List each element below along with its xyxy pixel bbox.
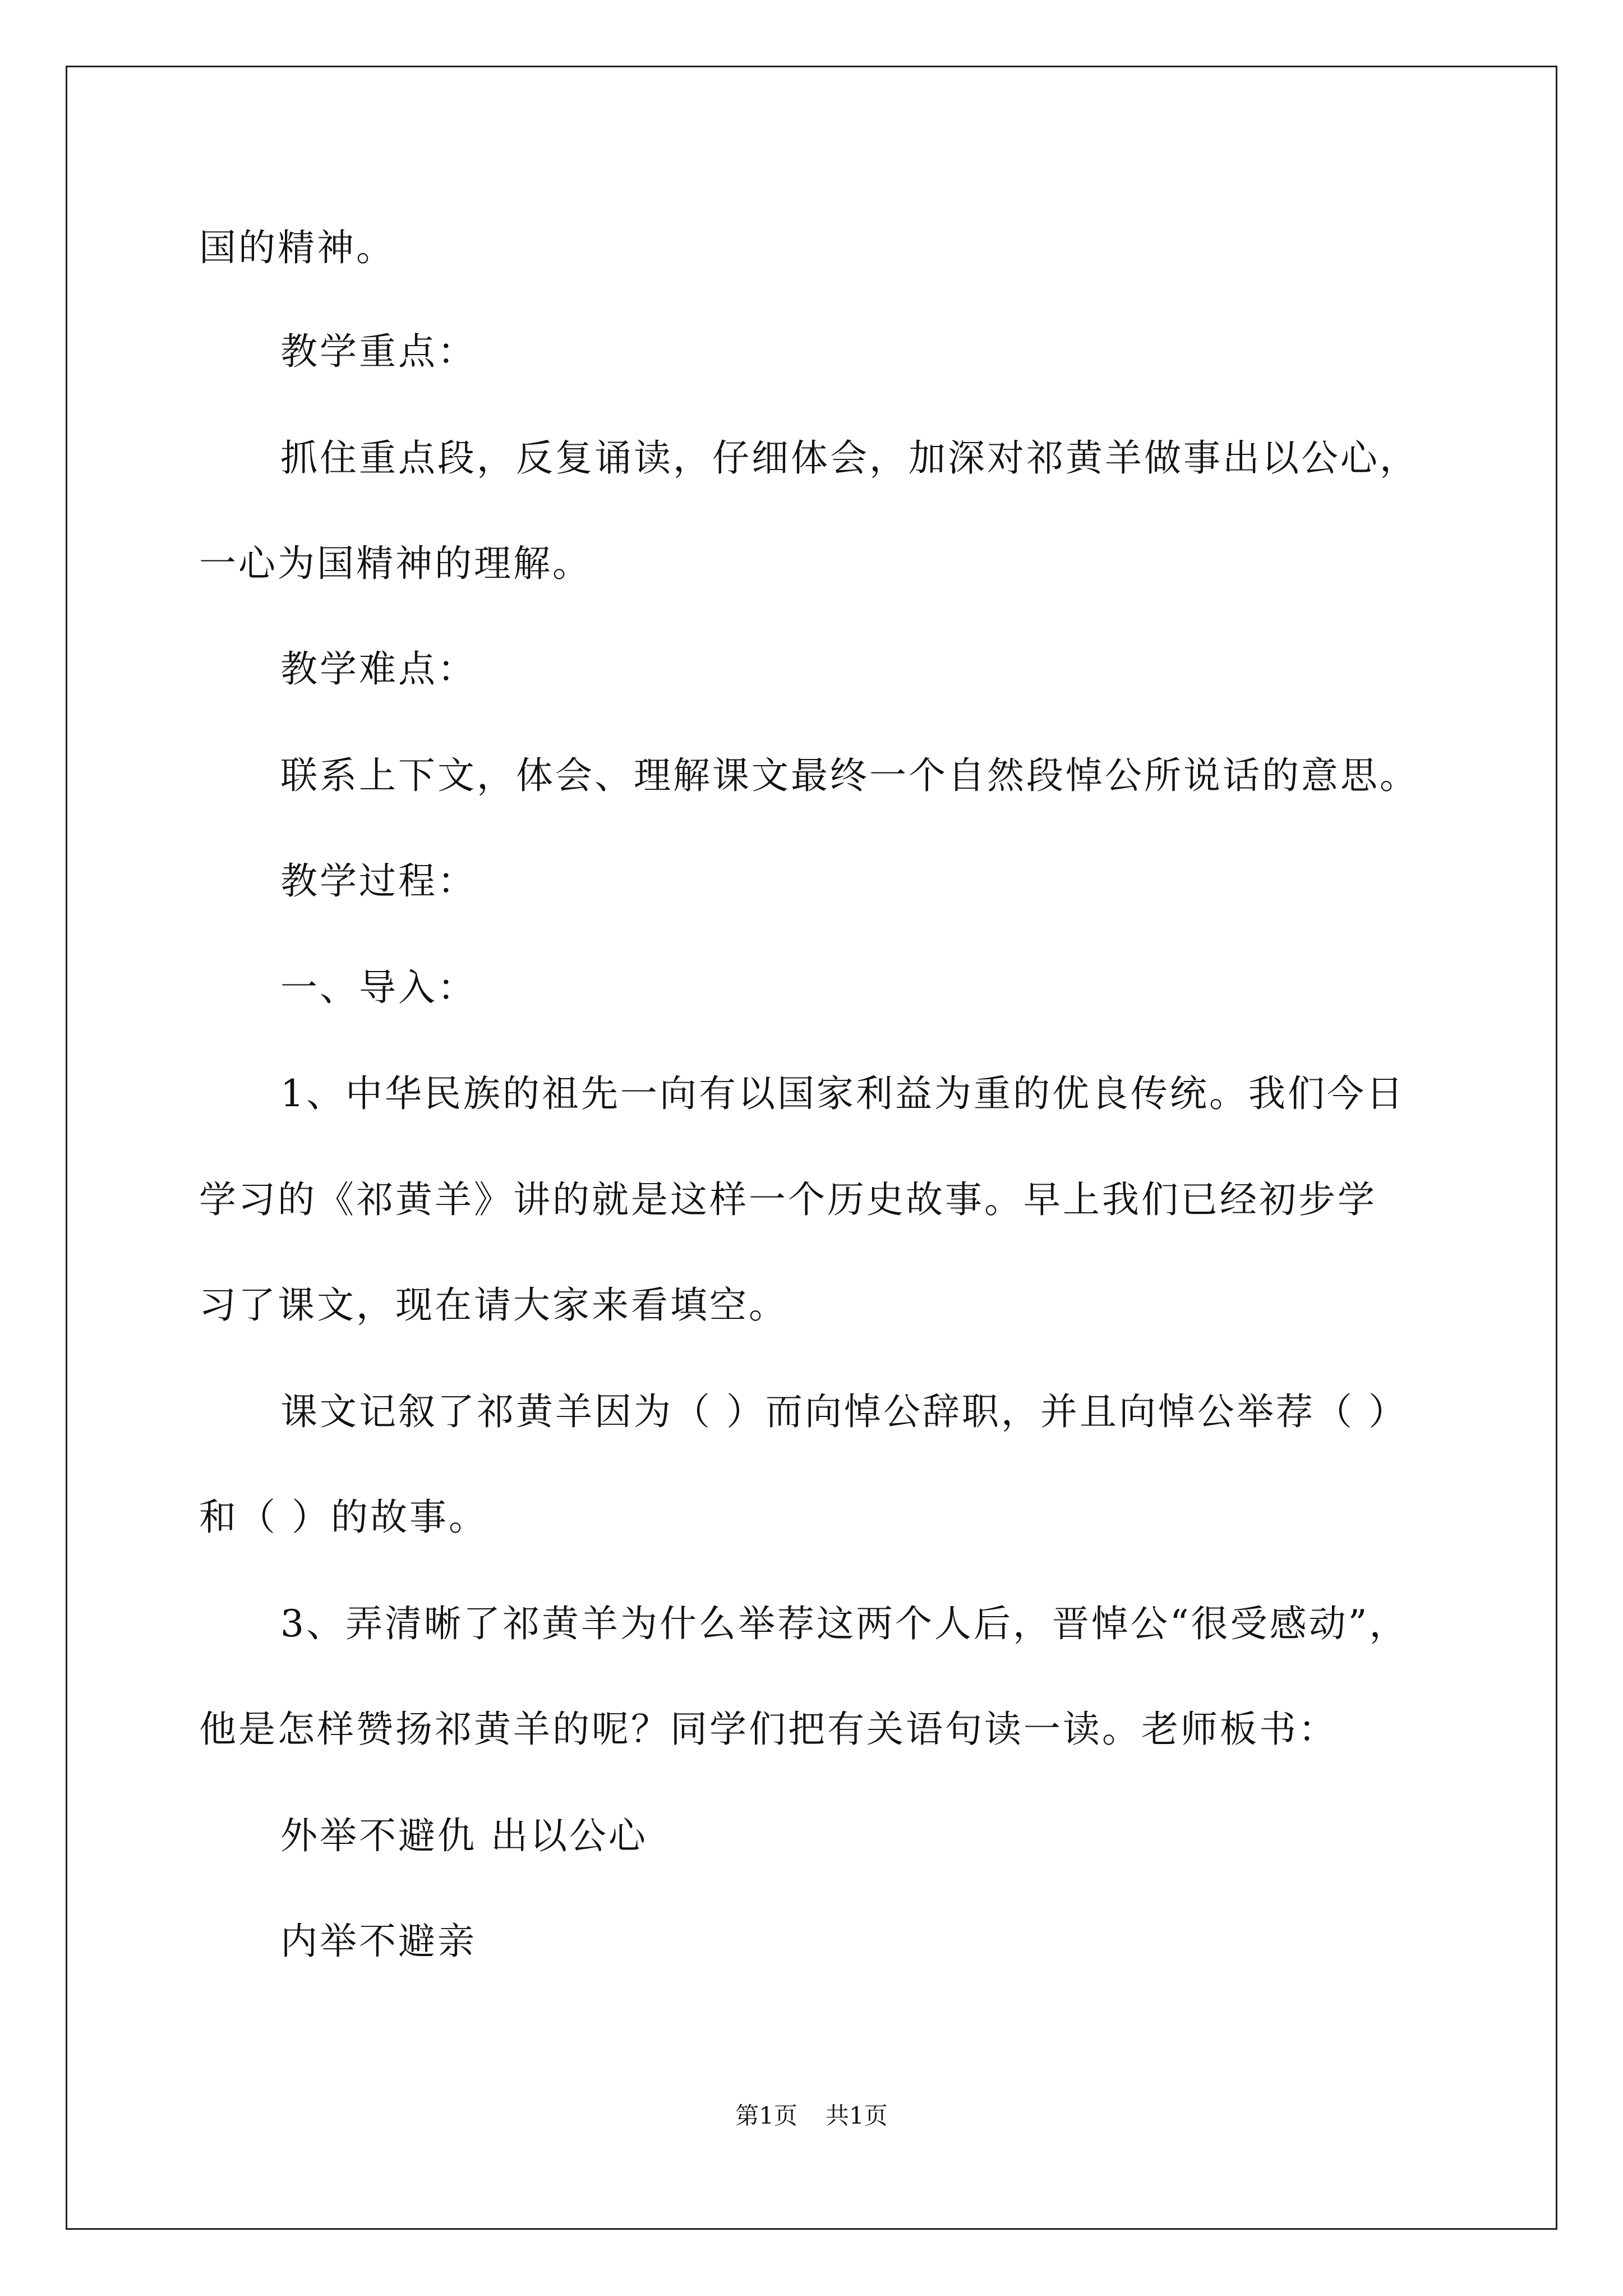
- text-line: 1、中华民族的祖先一向有以国家利益为重的优良传统。我们今日: [280, 1072, 1405, 1115]
- text-line: 学习的《祁黄羊》讲的就是这样一个历史故事。早上我们已经初步学: [199, 1178, 1377, 1221]
- page-total: 共1页: [826, 2102, 888, 2129]
- page-number: 第1页: [735, 2102, 797, 2129]
- text-line: 和（ ）的故事。: [199, 1496, 488, 1539]
- text-line: 3、弄清晰了祁黄羊为什么举荐这两个人后，晋悼公“很受感动”，: [280, 1602, 1409, 1645]
- section-heading: 一、导入：: [280, 966, 477, 1009]
- section-heading: 教学重点：: [280, 330, 477, 373]
- text-line: 一心为国精神的理解。: [199, 542, 592, 585]
- text-line: 内举不避亲: [280, 1920, 477, 1963]
- text-line: 课文记叙了祁黄羊因为（ ）而向悼公辞职，并且向悼公举荐（ ）: [280, 1390, 1408, 1433]
- text-line: 外举不避仇 出以公心: [280, 1814, 648, 1857]
- text-line: 习了课文，现在请大家来看填空。: [199, 1283, 788, 1327]
- text-line: 他是怎样赞扬祁黄羊的呢？同学们把有关语句读一读。老师板书：: [199, 1708, 1338, 1751]
- text-line: 联系上下文，体会、理解课文最终一个自然段悼公所说话的意思。: [280, 754, 1419, 797]
- section-heading: 教学过程：: [280, 859, 477, 903]
- text-line: 抓住重点段，反复诵读，仔细体会，加深对祁黄羊做事出以公心，: [280, 436, 1419, 480]
- page-footer: [0, 2099, 1623, 2133]
- page-border: [66, 66, 1557, 2230]
- section-heading: 教学难点：: [280, 647, 477, 691]
- text-line: 国的精神。: [199, 226, 395, 269]
